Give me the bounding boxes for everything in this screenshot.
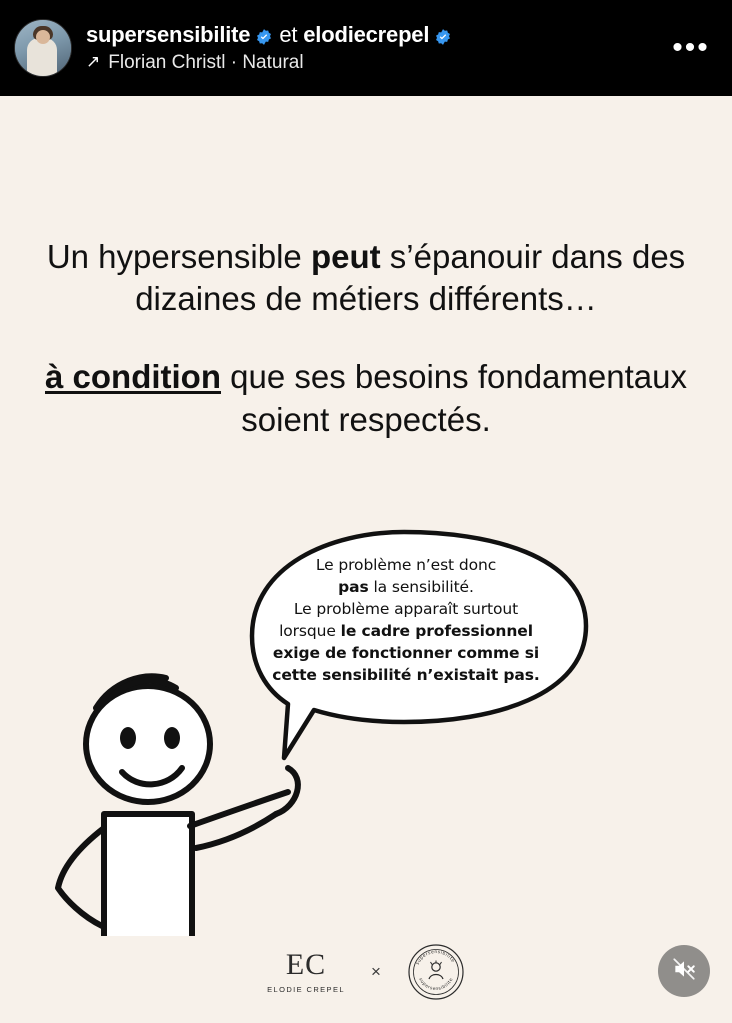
- mute-toggle-button[interactable]: [658, 945, 710, 997]
- account-line: [86, 22, 668, 48]
- account-secondary-username[interactable]: elodiecrepel: [303, 22, 430, 47]
- speaker-muted-icon: [671, 956, 697, 987]
- bubble-line-6: cette sensibilité n’existait pas.: [272, 666, 540, 684]
- stamp-bottom-label: supersensibilite: [417, 977, 455, 993]
- headline-part-3: que ses besoins fondamentaux soient respectés.: [221, 358, 687, 438]
- speech-bubble-text: [262, 554, 550, 686]
- more-options-button[interactable]: •••: [672, 31, 710, 64]
- elodie-crepel-logo: [267, 950, 345, 994]
- logo-monogram: EC: [285, 948, 327, 981]
- bubble-line-1: Le problème n’est donc: [315, 556, 497, 574]
- headline-underlined-condition: à condition: [45, 358, 221, 396]
- share-arrow-icon: ↗: [86, 52, 101, 71]
- post-header: [0, 0, 732, 96]
- bubble-line-4-plain: lorsque: [279, 622, 341, 640]
- bubble-line-5: exige de fonctionner comme si: [272, 644, 540, 662]
- stick-figure-illustration: [0, 496, 732, 936]
- logo-separator: ×: [370, 962, 381, 981]
- bubble-bold-pas: pas: [338, 578, 369, 596]
- audio-title: Florian Christl · Natural: [108, 52, 304, 73]
- verified-badge-icon-secondary: [434, 26, 452, 44]
- stamp-top-label: supersensibilite: [415, 950, 456, 966]
- verified-badge-icon: [255, 26, 273, 44]
- avatar[interactable]: [14, 19, 72, 77]
- footer-branding: [0, 943, 732, 1001]
- audio-attribution[interactable]: [86, 52, 668, 74]
- header-text-block: [86, 22, 668, 74]
- svg-text:supersensibilite: [417, 977, 454, 992]
- headline-part-1: Un hypersensible: [46, 238, 311, 275]
- headline-part-2: s’épanouir dans des dizaines de métiers différents…: [135, 238, 686, 318]
- avatar-face: [36, 30, 50, 44]
- post-headline: [0, 236, 732, 441]
- supersensibilite-stamp-logo: [407, 943, 465, 1001]
- headline-bold-peut: peut: [310, 238, 381, 275]
- account-primary-username[interactable]: supersensibilite: [86, 22, 251, 47]
- headline-paragraph-2: [44, 356, 688, 440]
- bubble-line-2: la sensibilité.: [368, 578, 474, 596]
- collab-connector: et: [279, 22, 298, 47]
- post-media[interactable]: [0, 96, 732, 1023]
- bubble-line-4-bold: le cadre professionnel: [340, 622, 533, 640]
- logo-wordmark: ELODIE CREPEL: [267, 985, 345, 994]
- bubble-line-3: Le problème apparaît surtout: [293, 600, 519, 618]
